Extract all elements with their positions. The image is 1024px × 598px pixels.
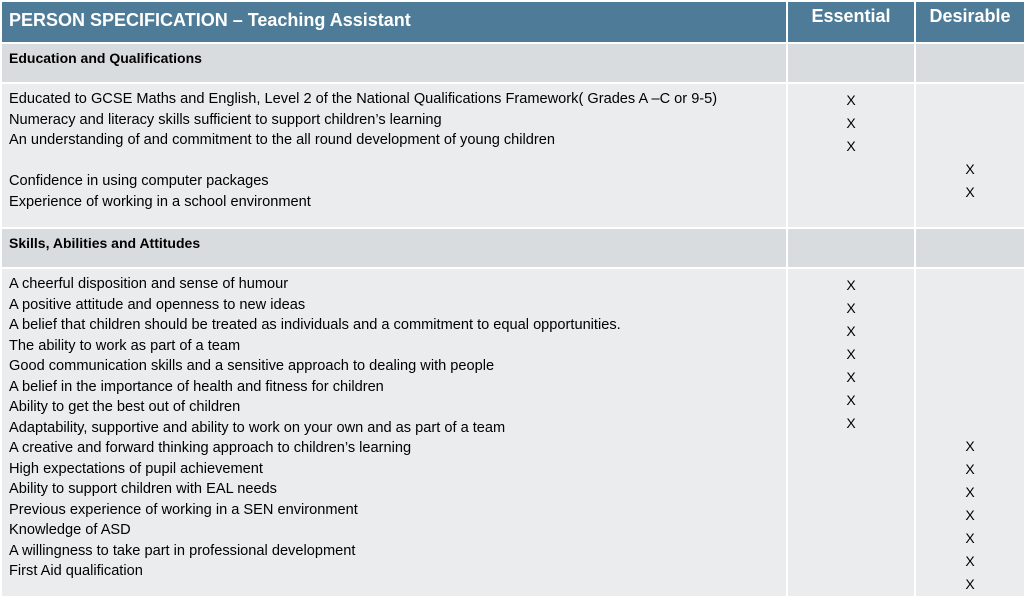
essential-mark: X	[846, 323, 856, 339]
criterion-item: An understanding of and commitment to the all round development of young children	[9, 132, 555, 148]
essential-mark: X	[846, 92, 856, 108]
desirable-mark: X	[965, 161, 975, 177]
desirable-marks	[915, 83, 1024, 228]
criterion-item: A belief in the importance of health and fitness for children	[9, 378, 384, 395]
desirable-mark	[916, 297, 1024, 320]
criterion-item: Ability to support children with EAL needs	[9, 481, 277, 497]
criterion-item: High expectations of pupil achievement	[9, 460, 263, 477]
criterion-item: Good communication skills and a sensitive approach to dealing with people	[9, 358, 495, 374]
criterion-item: A creative and forward thinking approach to children’s learning	[9, 440, 412, 456]
desirable-mark	[916, 135, 1024, 158]
section-essential-cell	[787, 228, 915, 268]
criterion-item: Experience of working in a school environment	[9, 193, 311, 210]
desirable-mark	[916, 366, 1024, 389]
section-essential-cell	[787, 43, 915, 83]
essential-marks	[787, 268, 915, 597]
essential-mark	[788, 204, 914, 227]
desirable-mark: X	[965, 553, 975, 569]
section-title: Skills, Abilities and Attitudes	[1, 228, 787, 268]
section-header-row	[1, 43, 1024, 83]
essential-mark: X	[846, 346, 856, 362]
essential-mark: X	[846, 369, 856, 385]
criterion-item: Adaptability, supportive and ability to work on your own and as part of a team	[9, 419, 506, 436]
section-desirable-cell	[915, 43, 1024, 83]
essential-mark	[788, 158, 914, 181]
essential-mark: X	[846, 277, 856, 293]
criterion-item: A willingness to take part in professional development	[9, 542, 356, 559]
desirable-mark: X	[965, 530, 975, 546]
desirable-mark	[916, 412, 1024, 435]
criterion-item: First Aid qualification	[9, 563, 143, 579]
desirable-mark	[916, 274, 1024, 297]
criterion-item: Numeracy and literacy skills sufficient to support children’s learning	[9, 111, 442, 128]
criterion-item: Educated to GCSE Maths and English, Level 2 of the National Qualifications Framework( Grades A –C or 9-5)	[9, 91, 718, 107]
desirable-mark: X	[965, 184, 975, 200]
section-title: Education and Qualifications	[1, 43, 787, 83]
header-row	[1, 1, 1024, 43]
essential-column-header: Essential	[787, 1, 915, 43]
essential-mark: X	[846, 392, 856, 408]
criterion-item: Ability to get the best out of children	[9, 399, 241, 415]
spacer	[9, 151, 786, 172]
criterion-item: Knowledge of ASD	[9, 522, 131, 538]
criterion-item: A belief that children should be treated as individuals and a commitment to equal opportunities.	[9, 317, 621, 333]
desirable-mark: X	[965, 507, 975, 523]
desirable-mark	[916, 112, 1024, 135]
section-header-row	[1, 228, 1024, 268]
essential-mark	[788, 181, 914, 204]
essential-mark: X	[846, 415, 856, 431]
criterion-item: A positive attitude and openness to new ideas	[9, 296, 306, 313]
criteria-list	[1, 83, 787, 228]
section-body-row	[1, 83, 1024, 228]
desirable-mark: X	[965, 484, 975, 500]
desirable-marks	[915, 268, 1024, 597]
desirable-mark	[916, 343, 1024, 366]
criterion-item: A cheerful disposition and sense of humour	[9, 276, 289, 292]
criterion-item: Previous experience of working in a SEN environment	[9, 501, 358, 518]
desirable-mark	[916, 389, 1024, 412]
essential-mark: X	[846, 138, 856, 154]
desirable-mark	[916, 320, 1024, 343]
essential-marks	[787, 83, 915, 228]
essential-mark: X	[846, 300, 856, 316]
section-body-row	[1, 268, 1024, 597]
desirable-mark	[916, 204, 1024, 227]
desirable-mark: X	[965, 576, 975, 592]
criterion-item: The ability to work as part of a team	[9, 337, 241, 354]
section-desirable-cell	[915, 228, 1024, 268]
desirable-column-header: Desirable	[915, 1, 1024, 43]
essential-mark: X	[846, 115, 856, 131]
desirable-mark	[916, 89, 1024, 112]
criteria-list	[1, 268, 787, 597]
page-title: PERSON SPECIFICATION – Teaching Assistant	[1, 1, 787, 43]
desirable-mark: X	[965, 438, 975, 454]
desirable-mark: X	[965, 461, 975, 477]
criterion-item: Confidence in using computer packages	[9, 173, 269, 189]
